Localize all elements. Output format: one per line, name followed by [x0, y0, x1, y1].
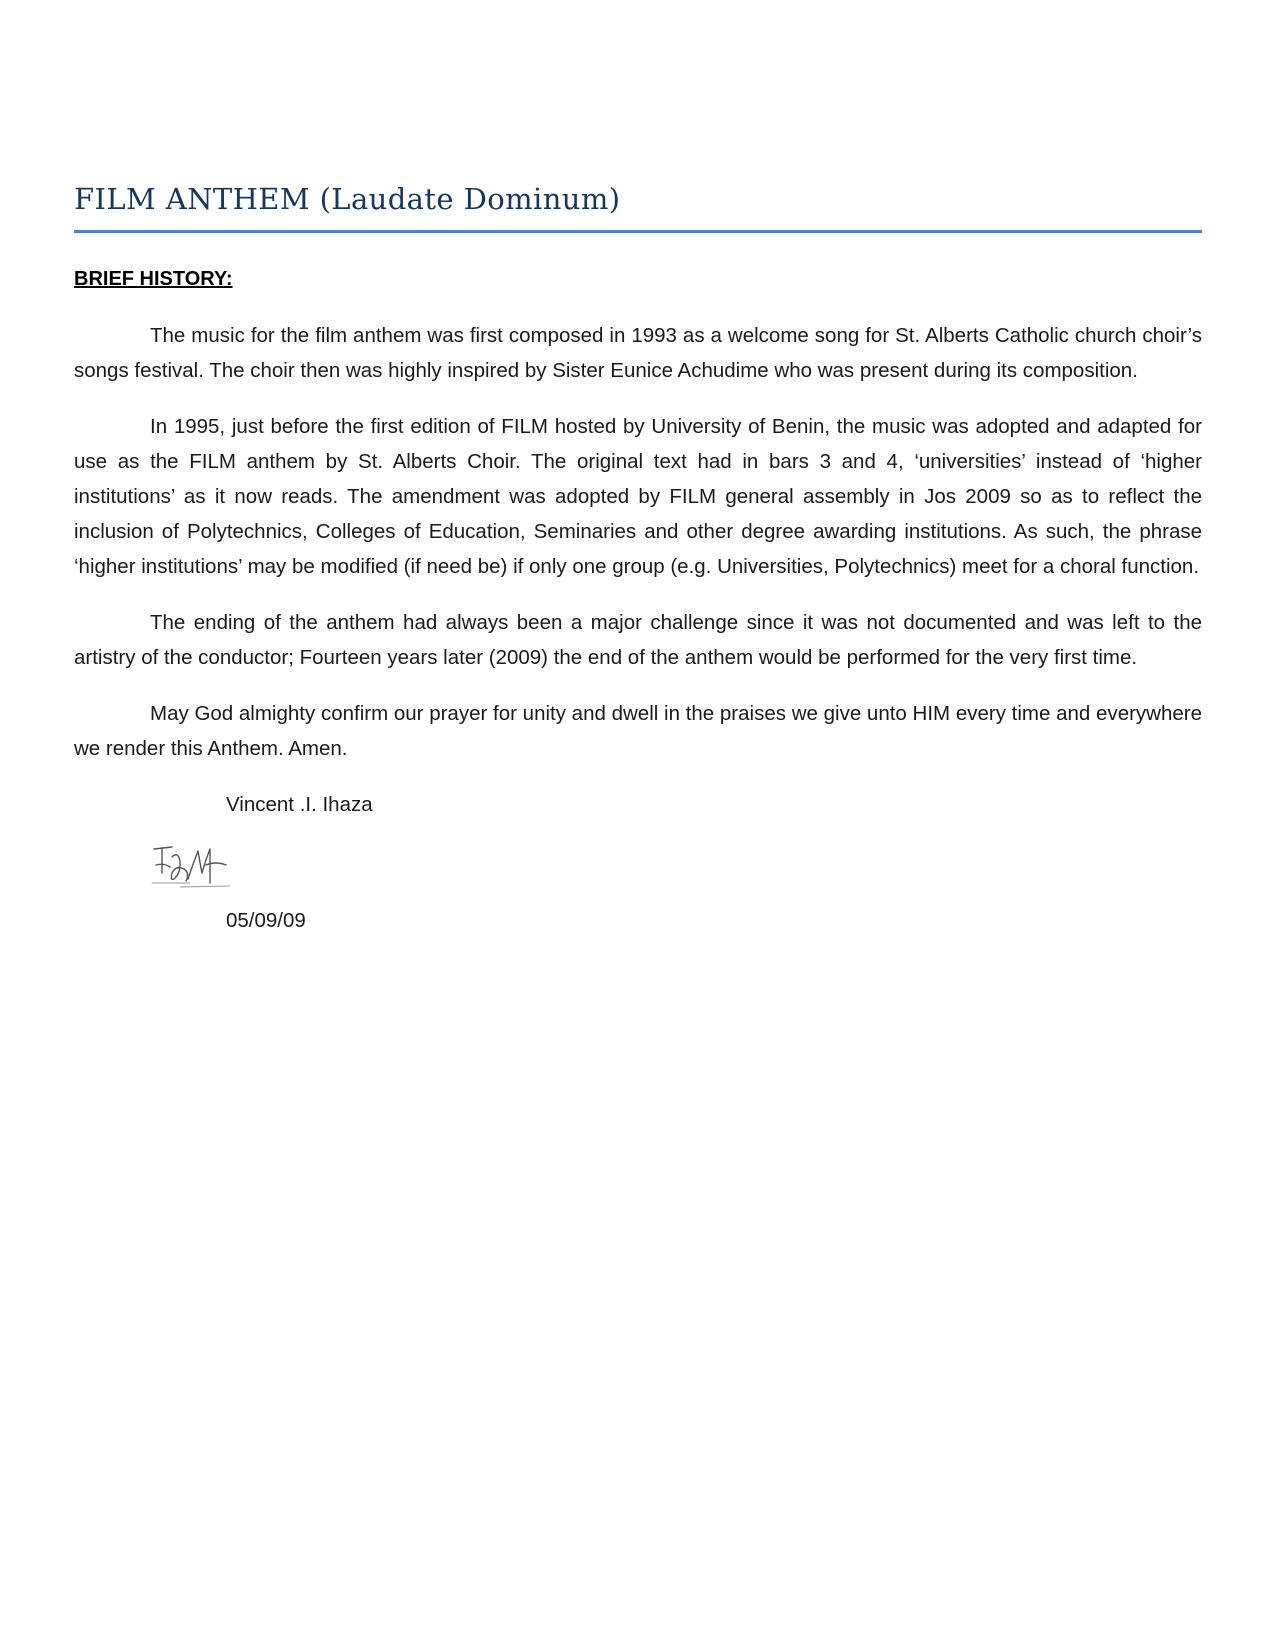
paragraph: May God almighty confirm our prayer for unity and dwell in the praises we give unto HIM every time and everywhere we render this Anthem. Amen.	[74, 702, 1202, 760]
handwritten-signature-icon	[150, 843, 240, 893]
paragraph: The ending of the anthem had always been a major challenge since it was not documented and was left to the artistry of the conductor; Fourteen years later (2009) the end of the anthem would be performed for the very first time.	[74, 611, 1202, 669]
title-divider	[74, 230, 1202, 233]
signature-image	[74, 843, 1202, 903]
document-body	[74, 318, 1202, 959]
document-title: FILM ANTHEM (Laudate Dominum)	[74, 182, 621, 216]
paragraph: In 1995, just before the first edition of FILM hosted by University of Benin, the music was adopted and adapted for use as the FILM anthem by St. Alberts Choir. The original text had in bars 3 and 4, ‘universities’ instead of ‘higher institutions’ as it now reads. The amendment was adopted by FILM general assembly in Jos 2009 so as to reflect the inclusion of Polytechnics, Colleges of Education, Seminaries and other degree awarding institutions. As such, the phrase ‘higher institutions’ may be modified (if need be) if only one group (e.g. Universities, Polytechnics) meet for a choral function.	[74, 415, 1202, 578]
paragraph: The music for the film anthem was first composed in 1993 as a welcome song for St. Alberts Catholic church choir’s songs festival. The choir then was highly inspired by Sister Eunice Achudime who was present during its composition.	[74, 324, 1202, 382]
author-name: Vincent .I. Ihaza	[226, 793, 373, 816]
document-page	[74, 0, 1202, 1650]
section-heading: BRIEF HISTORY:	[74, 268, 233, 290]
signature-date: 05/09/09	[226, 909, 306, 932]
